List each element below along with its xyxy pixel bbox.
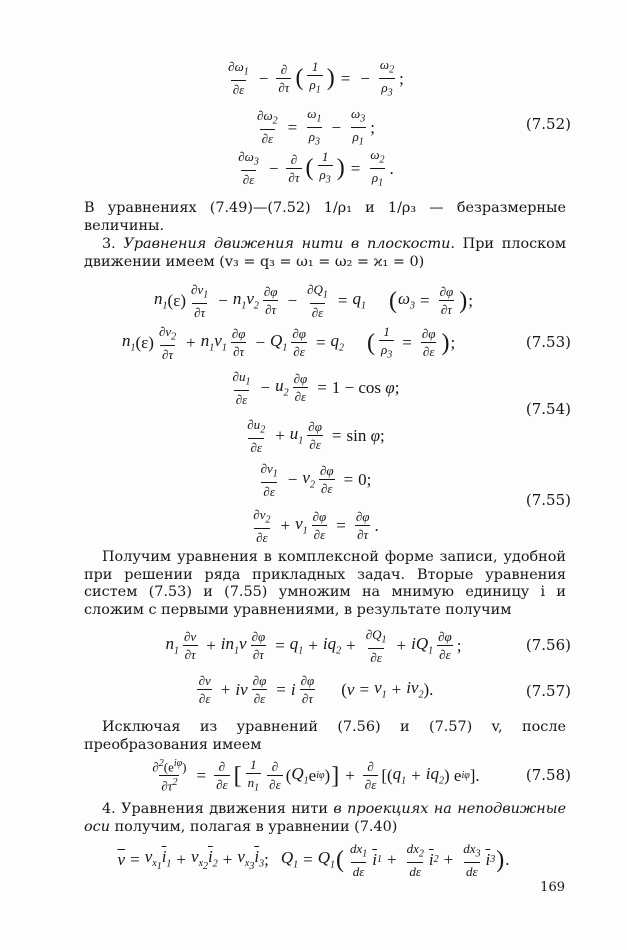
paragraph-fixed-axes-lead: 4. Уравнения движения нити [102, 801, 334, 817]
equation-number-7-58: (7.58) [525, 766, 571, 784]
equation-7-52-line-1: $\frac{\partial\omega_1}{\partial\varepsilon}$ − $\frac{\partial}{\partial\tau}$ ( $\frac{1}{\rho_1}$ ) = − $\frac{\omega_2}{\rho_3}$ ; [228, 57, 404, 99]
equation-7-53-line-1: $n_1$ (ε) $\frac{\partial v_1}{\partial\tau}$ − $n_1v_2$ $\frac{\partial\varphi}{\partial\tau}$ − $\frac{\partial Q_1}{\partial\varepsilon}$ = $q_1$ ( $\omega_3$ = $\frac{\partial\varphi}{\partial\tau}$ ) ; [154, 282, 473, 320]
equation-7-55-line-2: $\frac{\partial v_2}{\partial\varepsilon}$ + $v_1$ $\frac{\partial\varphi}{\partial\varepsilon}$ = $\frac{\partial\varphi}{\partial\tau}$ . [253, 507, 379, 545]
equation-number-7-52: (7.52) [525, 115, 571, 133]
equation-7-54-number-row [0, 400, 627, 420]
equation-number-7-53: (7.53) [525, 333, 571, 351]
equation-7-57: $\frac{\partial v}{\partial\varepsilon}$ + iv $\frac{\partial\varphi}{\partial\varepsilon}$ = i $\frac{\partial\varphi}{\partial\tau}$ ( v = $v_1$ + $iv_2$ ). (7.57) [198, 673, 571, 706]
paragraph-dimensionless: В уравнениях (7.49)—(7.52) 1/ρ₁ и 1/ρ₃ — безразмерные величины. [84, 200, 566, 234]
paragraph-fixed-axes-rest: получим, полагая в уравнении (7.40) [110, 818, 398, 835]
equation-7-52-line-2: $\frac{\partial\omega_2}{\partial\varepsilon}$ = $\frac{\omega_1}{\rho_3}$ − $\frac{\omega_3}{\rho_1}$ ; (7.52) [257, 106, 571, 148]
equation-7-53-line-2: $n_1$ (ε) $\frac{\partial v_2}{\partial\tau}$ + $n_1v_1$ $\frac{\partial\varphi}{\partial\tau}$ − $Q_1$ $\frac{\partial\varphi}{\partial\varepsilon}$ = $q_2$ ( $\frac{1}{\rho_3}$ = $\frac{\partial\varphi}{\partial\varepsilon}$ ) ; (7.53) [122, 324, 571, 362]
paragraph-plane-motion-title: Уравнения движения нити в плоскости. [123, 236, 455, 252]
paragraph-fixed-axes-italic: в проекциях на неподвижные оси [84, 801, 566, 835]
equation-7-56: $n_1$ $\frac{\partial v}{\partial\tau}$ + $in_1v$ $\frac{\partial\varphi}{\partial\tau}$ = $q_1$ + $iq_2$ + $\frac{\partial Q_1}{\partial\varepsilon}$ + $iQ_1$ $\frac{\partial\varphi}{\partial\varepsilon}$ ; (7.56) [165, 627, 571, 665]
equation-number-7-57: (7.57) [525, 682, 571, 700]
equation-7-58: $\frac{\partial^2(e^{i\varphi})}{\partial\tau^2}$ = $\frac{\partial}{\partial\varepsilon}$ [ $\frac{1}{n_1}$ $\frac{\partial}{\partial\varepsilon}$ ( $Q_1$ e iφ ) ] + $\frac{\partial}{\partial\varepsilon}$ [( $q_1$ + $iq_2$ ) e iφ ]. (7.58) [152, 757, 571, 794]
paragraph-plane-motion [84, 236, 566, 271]
equation-7-52-line-3: $\frac{\partial\omega_3}{\partial\varepsilon}$ − $\frac{\partial}{\partial\tau}$ ( $\frac{1}{\rho_3}$ ) = $\frac{\omega_2}{\rho_1}$ . [238, 147, 394, 189]
page-number: 169 [540, 880, 565, 895]
equation-7-54-line-1: $\frac{\partial u_1}{\partial\varepsilon}$ − $u_2$ $\frac{\partial\varphi}{\partial\varepsilon}$ = 1 − cos φ ; [232, 369, 400, 407]
equation-fixed-axes: $\overline{v}$ = $v_{x_1}\overline{i}_1$ + $v_{x_2}\overline{i}_2$ + $v_{x_3}\overline{i}_3$ ; $Q_1$ = $Q_1$ ( $\frac{dx_1}{d\varepsilon}$ $\overline{i}$ 1 + $\frac{dx_2}{d\varepsilon}$ $\overline{i}$ 2 + $\frac{dx_3}{d\varepsilon}$ $\overline{i}$ 3 ) . [117, 841, 510, 879]
equation-7-54-line-2: $\frac{\partial u_2}{\partial\varepsilon}$ + $u_1$ $\frac{\partial\varphi}{\partial\varepsilon}$ = sin φ ; [247, 417, 385, 455]
paragraph-eliminating: Исключая из уравнений (7.56) и (7.57) v, после преобразования имеем [84, 719, 566, 753]
paragraph-plane-motion-lead: 3. [102, 236, 124, 252]
equation-number-7-55: (7.55) [525, 491, 571, 509]
equation-7-55-line-1: $\frac{\partial v_1}{\partial\varepsilon}$ − $v_2$ $\frac{\partial\varphi}{\partial\varepsilon}$ = 0; [260, 461, 372, 499]
paragraph-plane-motion-rest: При плоском движении имеем (v₃ = q₃ = ω₁ = ω₂ = ϰ₁ = 0) [84, 236, 567, 270]
paragraph-complex-form: Получим уравнения в комплексной форме записи, удобной при решении ряда прикладных задач. Вторые уравнения систем (7.53) и (7.55) умножим на мнимую единицу i и сложим с первыми уравнениями, в результате получим [84, 549, 566, 618]
paragraph-fixed-axes [84, 801, 566, 836]
equation-number-7-56: (7.56) [525, 636, 571, 654]
equation-number-7-54: (7.54) [525, 400, 571, 418]
